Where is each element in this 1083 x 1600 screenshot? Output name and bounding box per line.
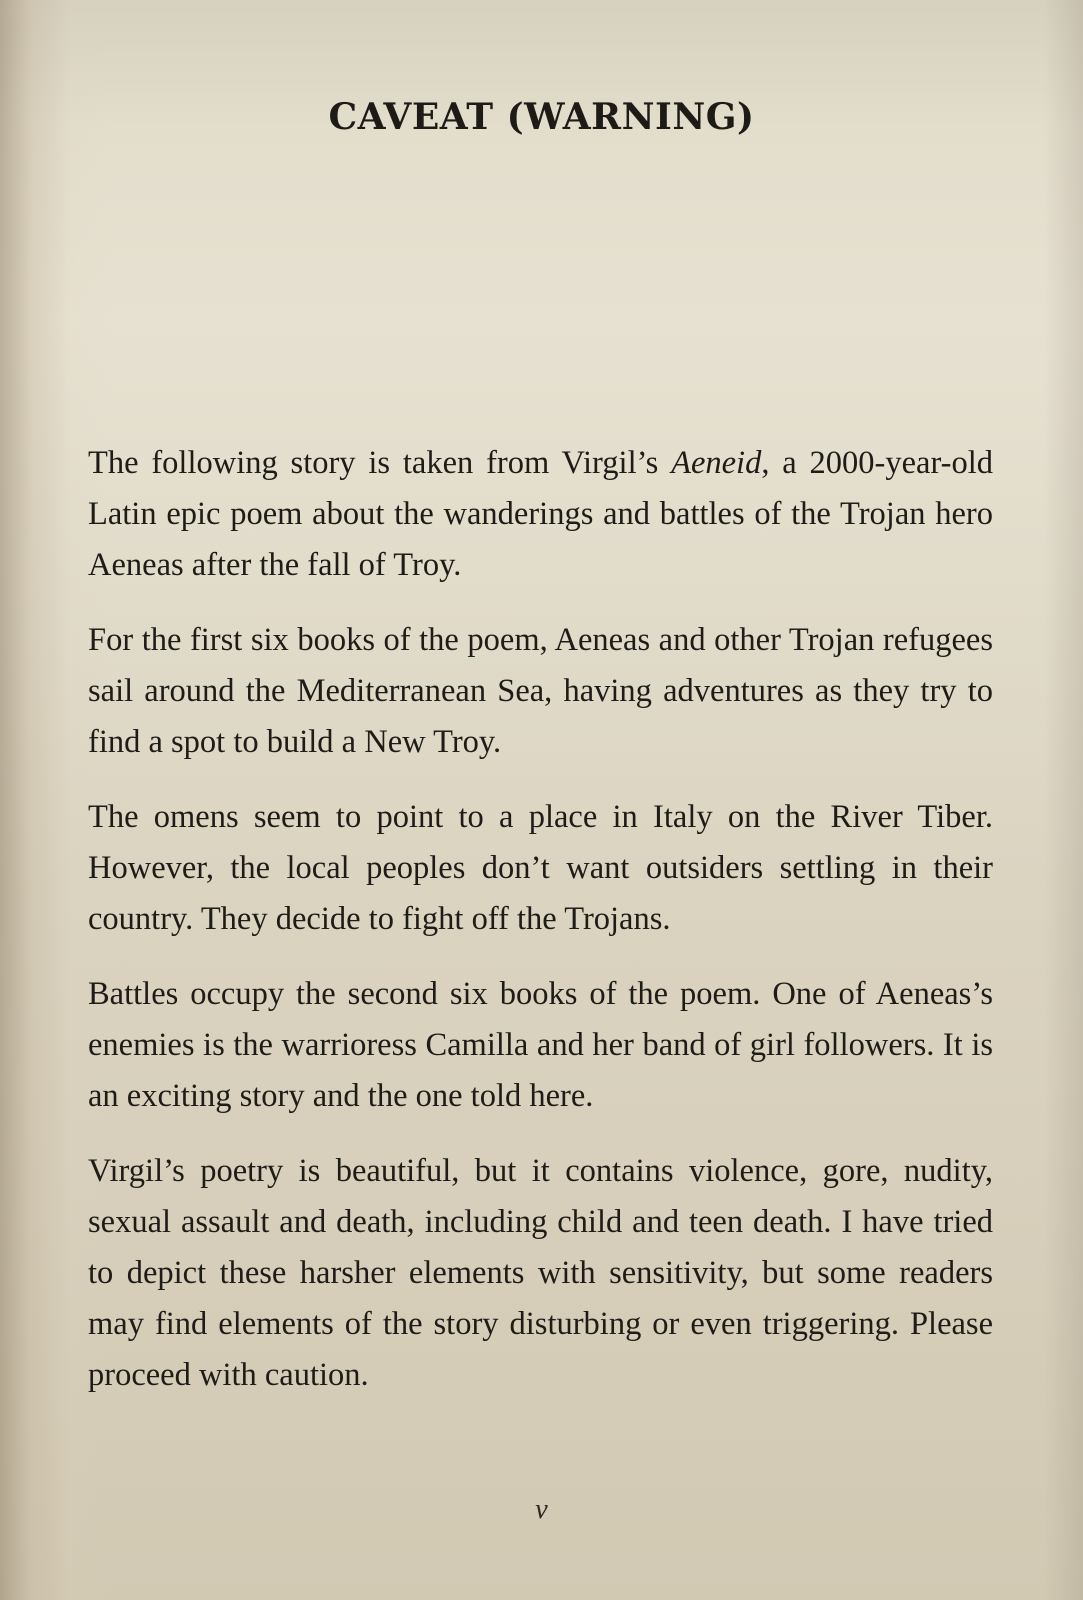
paragraph-4: Battles occupy the second six books of the poem. One of Aeneas’s enemies is the warrioress Camilla and her band of girl followers. It is an exciting story and the one told here.: [88, 976, 993, 1114]
paragraph-1-start: The following story is taken from Virgil’s: [88, 445, 672, 481]
book-title-aeneid: Aeneid: [671, 445, 762, 481]
page-edge-shadow: [1043, 0, 1083, 1600]
paragraph-1: [88, 438, 993, 591]
page-title: CAVEAT (WARNING): [328, 96, 755, 138]
paragraph-1-end: , a 2000-year-old Latin epic poem about the wanderings and battles of the Trojan hero Aeneas after the fall of Troy.: [88, 445, 993, 583]
paragraph-2: For the first six books of the poem, Aeneas and other Trojan refugees sail around the Mediterranean Sea, having adventures as they try to find a spot to build a New Troy.: [88, 622, 993, 760]
paragraph-3: The omens seem to point to a place in Italy on the River Tiber. However, the local peoples don’t want outsiders settling in their country. They decide to fight off the Trojans.: [88, 799, 993, 937]
page-number: v: [535, 1494, 548, 1525]
body-text: [88, 438, 993, 1425]
paragraph-5: Virgil’s poetry is beautiful, but it contains violence, gore, nudity, sexual assault and death, including child and teen death. I have tried to depict these harsher elements with sensitivity, but some readers may find elements of the story disturbing or even triggering. Please proceed with caution.: [88, 1153, 993, 1393]
